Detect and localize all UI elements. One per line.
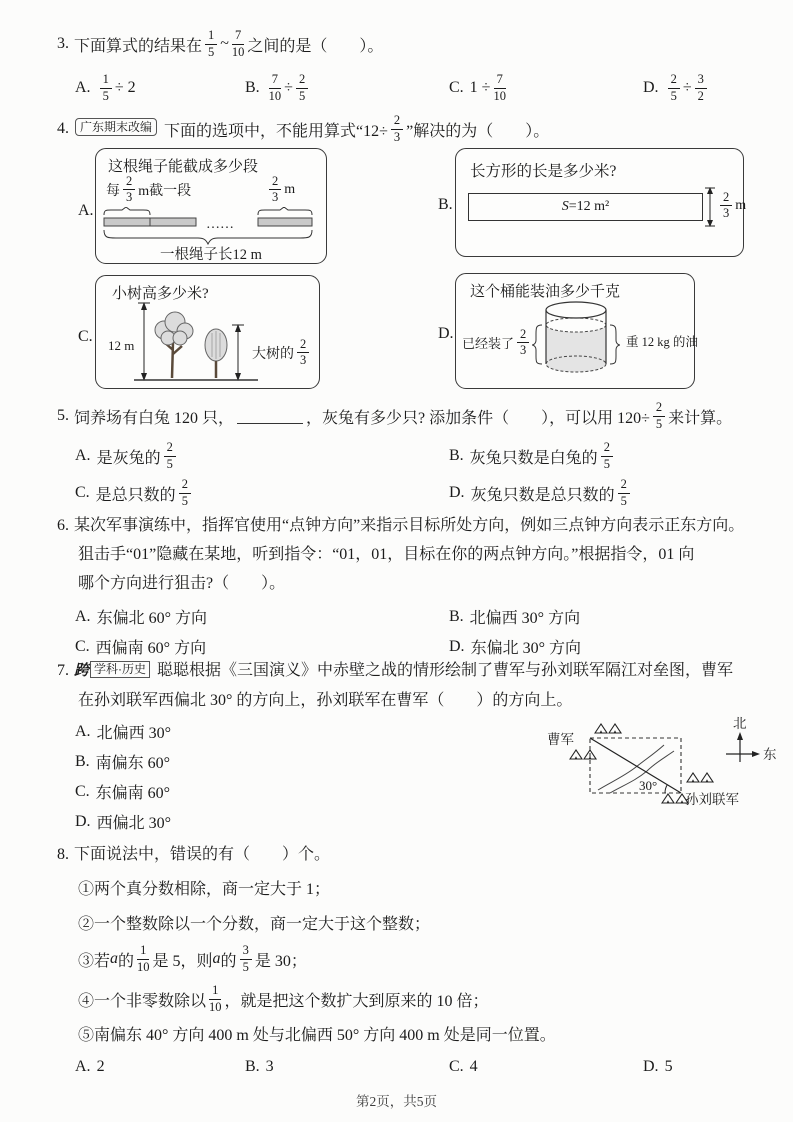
q8-statement-4: ④一个非零数除以 $\frac{1}{10}$ ，就是把这个数扩大到原来的 10 倍；: [78, 983, 489, 1014]
q4-option-a-label: A.: [78, 202, 94, 219]
q5-option-a: A. 是灰兔的 $\frac{2}{5}$: [75, 438, 179, 474]
source-badge: 广东期末改编: [75, 118, 157, 136]
q8-option-a: A. 2: [75, 1058, 105, 1075]
rope-bar: [258, 218, 312, 226]
q8-number: 8.: [57, 846, 69, 863]
box-a-title: 这根绳子能截成多少段: [108, 159, 259, 175]
q4-box-d: [455, 273, 698, 389]
question-5: [57, 394, 757, 518]
q3-number: 3.: [57, 35, 69, 52]
brace: [258, 207, 312, 215]
q5-options: [57, 438, 757, 518]
tent-icon: [662, 794, 674, 803]
q8-options: [57, 1052, 757, 1084]
q5-option-c: C. 是总只数的 $\frac{2}{5}$: [75, 475, 194, 511]
angle-arc: [665, 785, 667, 794]
q7-line-1: 7. 跨 学科·历史 聪聪根据《三国演义》中赤壁之战的情形绘制了曹军与孙刘联军隔江对垒图，曹军: [57, 662, 734, 679]
q3-option-c: C. 1 ÷ $\frac{7}{10}$: [449, 72, 506, 103]
fraction: $\frac{7}{10}$: [493, 72, 506, 103]
page-footer: 第2页，共5页: [356, 1094, 437, 1109]
fill-blank: [237, 408, 303, 424]
box-a-total-label: 一根绳子长12 m: [160, 247, 262, 263]
box-c-title: 小树高多少米?: [112, 286, 209, 302]
ellipsis: ……: [206, 217, 234, 232]
sun-liu-army-label: 孙刘联军: [685, 792, 739, 807]
q4-option-b-label: B.: [438, 196, 453, 213]
tent-icon: [701, 773, 713, 782]
fraction: $\frac{1}{10}$: [209, 983, 222, 1014]
angle-label: 30°: [639, 778, 658, 793]
fraction: $\frac{2}{5}$: [164, 441, 176, 470]
q8-statement-2: ②一个整数除以一个分数，商一定大于这个整数；: [78, 916, 431, 933]
fraction: $\frac{2}{3}$: [269, 175, 281, 204]
fraction: $\frac{2}{5}$: [668, 73, 680, 102]
brace: [610, 325, 620, 364]
big-tree: [155, 312, 193, 378]
box-a-cut-label: 每 $\frac{2}{3}$ m截一段: [106, 174, 192, 205]
q4-stem: 4. 广东期末改编 下面的选项中，不能用算式“12÷ $\frac{2}{3}$ ”解决的为（ ）。: [57, 113, 550, 144]
question-4: [57, 110, 757, 395]
fraction: $\frac{2}{3}$: [517, 328, 529, 357]
box-d-oil-label: 重 12 kg 的油: [626, 335, 698, 349]
q6-option-c: C. 西偏南 60° 方向: [75, 637, 207, 657]
tent-icon: [687, 773, 699, 782]
cao-army-label: 曹军: [547, 732, 574, 747]
box-c-small-tree-label: 大树的 $\frac{2}{3}$: [252, 338, 312, 367]
tent-icon: [609, 724, 621, 733]
fraction: $\frac{2}{5}$: [618, 478, 630, 507]
q4-option-c-label: C.: [78, 328, 93, 345]
q7-option-c: C. 东偏南 60°: [75, 782, 171, 802]
q8-statement-5: ⑤南偏东 40° 方向 400 m 处与北偏西 50° 方向 400 m 处是同一位置。: [78, 1027, 556, 1044]
q5-option-d: D. 灰兔只数是总只数的 $\frac{2}{5}$: [449, 475, 633, 511]
q8-option-d: D. 5: [643, 1058, 673, 1075]
fraction: $\frac{2}{3}$: [720, 191, 732, 220]
q6-option-d: D. 东偏北 30° 方向: [449, 637, 581, 657]
question-6: [57, 511, 757, 664]
q4-box-a: [95, 148, 327, 264]
question-7: [57, 656, 777, 836]
barrel-diagram: [528, 300, 624, 382]
q7-line-2: 在孙刘联军西偏北 30° 的方向上，孙刘联军在曹军（ ）的方向上。: [78, 692, 573, 709]
question-3: [57, 22, 757, 110]
q7-option-b: B. 南偏东 60°: [75, 752, 171, 772]
brace: [104, 207, 150, 215]
q3-option-b: B. $\frac{7}{10}$ ÷ $\frac{2}{5}$: [245, 66, 311, 110]
tent-icon: [595, 724, 607, 733]
q6-number: 6.: [57, 517, 69, 534]
q3-stem: 3. 下面算式的结果在 $\frac{1}{5}$ ~ $\frac{7}{10}$ 之间的是（ ）。: [57, 28, 384, 59]
fraction: $\frac{2}{3}$: [391, 114, 403, 143]
brace: [532, 325, 542, 364]
question-8: [57, 840, 757, 1084]
fraction: $\frac{7}{10}$: [231, 28, 245, 59]
q4-option-d-label: D.: [438, 325, 454, 342]
q5-stem: 5. 饲养场有白兔 120 只， ，灰兔有多少只? 添加条件（ ），可以用 120÷ $\frac{2}{5}$ 来计算。: [57, 400, 733, 431]
fraction: $\frac{2}{5}$: [653, 401, 665, 430]
q3-option-a: A. $\frac{1}{5}$ ÷ 2: [75, 72, 136, 103]
box-b-side-label: $\frac{2}{3}$ m: [717, 191, 746, 220]
fraction: $\frac{3}{5}$: [240, 944, 252, 973]
box-d-title: 这个桶能装油多少千克: [470, 284, 621, 300]
q7-number: 7.: [57, 662, 69, 679]
q6-line-2: 狙击手“01”隐藏在某地，听到指令：“01，01，目标在你的两点钟方向。”根据指令，01 向: [78, 546, 695, 563]
rope-diagram: [102, 207, 318, 245]
fraction: $\frac{1}{5}$: [205, 29, 217, 58]
battle-map-diagram: [543, 714, 788, 814]
q4-box-c: [95, 275, 320, 389]
rectangle-diagram: S=12 m²: [468, 193, 703, 221]
q7-option-a: A. 北偏西 30°: [75, 722, 171, 742]
small-tree: [205, 329, 227, 378]
fraction: $\frac{2}{3}$: [297, 338, 309, 367]
q8-statement-3: ③若 a 的 $\frac{1}{10}$ 是 5，则 a 的 $\frac{3}{5}$ 是 30；: [78, 943, 307, 974]
q8-stem: 8. 下面说法中，错误的有（ ）个。: [57, 846, 331, 863]
q3-options: [57, 66, 757, 110]
vertical-arrow-icon: [704, 187, 716, 227]
fraction: $\frac{3}{2}$: [695, 73, 707, 102]
tree-height-label: 12 m: [108, 338, 135, 353]
fraction: $\frac{2}{5}$: [601, 441, 613, 470]
cross-subject-badge: 跨 学科·历史: [74, 662, 150, 679]
q6-option-a: A. 东偏北 60° 方向: [75, 607, 207, 627]
fraction: $\frac{1}{10}$: [137, 943, 150, 974]
compass-icon: [726, 716, 777, 762]
fraction: $\frac{1}{5}$: [100, 73, 112, 102]
q4-number: 4.: [57, 120, 69, 137]
fraction: $\frac{7}{10}$: [268, 72, 282, 103]
q5-number: 5.: [57, 407, 69, 424]
q5-option-b: B. 灰兔只数是白兔的 $\frac{2}{5}$: [449, 438, 616, 474]
q8-statement-1: ①两个真分数相除，商一定大于 1；: [78, 881, 331, 898]
q6-line-3: 哪个方向进行狙击?（ ）。: [78, 575, 286, 592]
fraction: $\frac{2}{3}$: [123, 175, 135, 204]
q8-option-c: C. 4: [449, 1058, 478, 1075]
box-a-segment-label: $\frac{2}{3}$ m: [266, 175, 295, 204]
q4-box-b: [455, 148, 747, 257]
box-d-filled-label: 已经装了 $\frac{2}{3}$: [462, 328, 532, 357]
east-label: 东: [763, 747, 777, 762]
q6-options: [57, 602, 757, 664]
brace: [104, 230, 312, 244]
q8-option-b: B. 3: [245, 1058, 274, 1075]
north-label: 北: [733, 716, 747, 731]
q3-option-d: D. $\frac{2}{5}$ ÷ $\frac{3}{2}$: [643, 66, 710, 110]
q7-option-d: D. 西偏北 30°: [75, 812, 171, 832]
fraction: $\frac{2}{5}$: [179, 478, 191, 507]
fraction: $\frac{2}{5}$: [296, 73, 308, 102]
q6-option-b: B. 北偏西 30° 方向: [449, 607, 581, 627]
tent-icon: [570, 750, 582, 759]
box-b-title: 长方形的长是多少米?: [470, 163, 617, 180]
q6-line-1: 6. 某次军事演练中，指挥官使用“点钟方向”来指示目标所处方向，例如三点钟方向表示正东方向。: [57, 517, 745, 534]
